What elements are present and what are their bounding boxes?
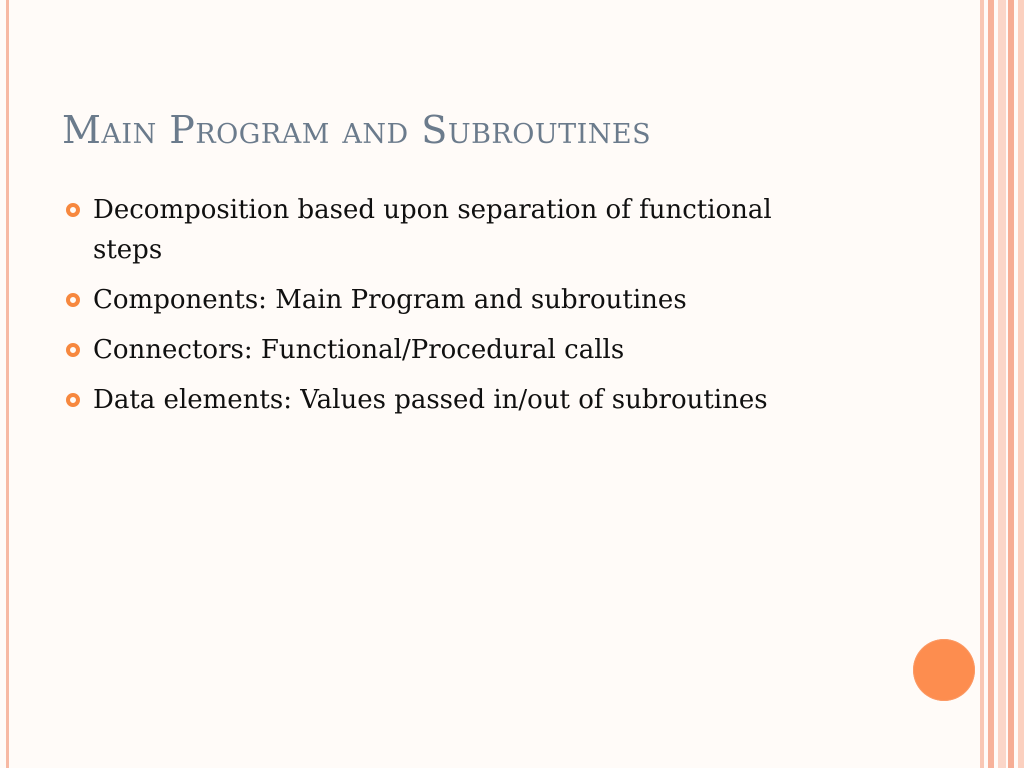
bullet-item bbox=[66, 330, 786, 370]
bullet-list bbox=[66, 190, 786, 430]
decorative-circle bbox=[913, 639, 975, 701]
right-decor-stripe bbox=[988, 0, 994, 768]
right-decor-stripe bbox=[1018, 0, 1024, 768]
bullet-text: Decomposition based upon separation of functional steps bbox=[93, 195, 772, 265]
right-decor-stripe bbox=[980, 0, 984, 768]
bullet-item bbox=[66, 190, 786, 270]
bullet-ring-icon bbox=[66, 293, 80, 307]
bullet-text: Connectors: Functional/Procedural calls bbox=[93, 335, 625, 365]
bullet-ring-icon bbox=[66, 203, 80, 217]
bullet-item bbox=[66, 280, 786, 320]
bullet-ring-icon bbox=[66, 393, 80, 407]
right-decor-stripe bbox=[998, 0, 1006, 768]
bullet-item bbox=[66, 380, 786, 420]
bullet-text: Data elements: Values passed in/out of subroutines bbox=[93, 385, 768, 415]
bullet-text: Components: Main Program and subroutines bbox=[93, 285, 687, 315]
right-decor-stripe bbox=[1008, 0, 1014, 768]
left-border-line bbox=[6, 0, 9, 768]
slide-title: Main Program and Subroutines bbox=[62, 108, 652, 152]
bullet-ring-icon bbox=[66, 343, 80, 357]
